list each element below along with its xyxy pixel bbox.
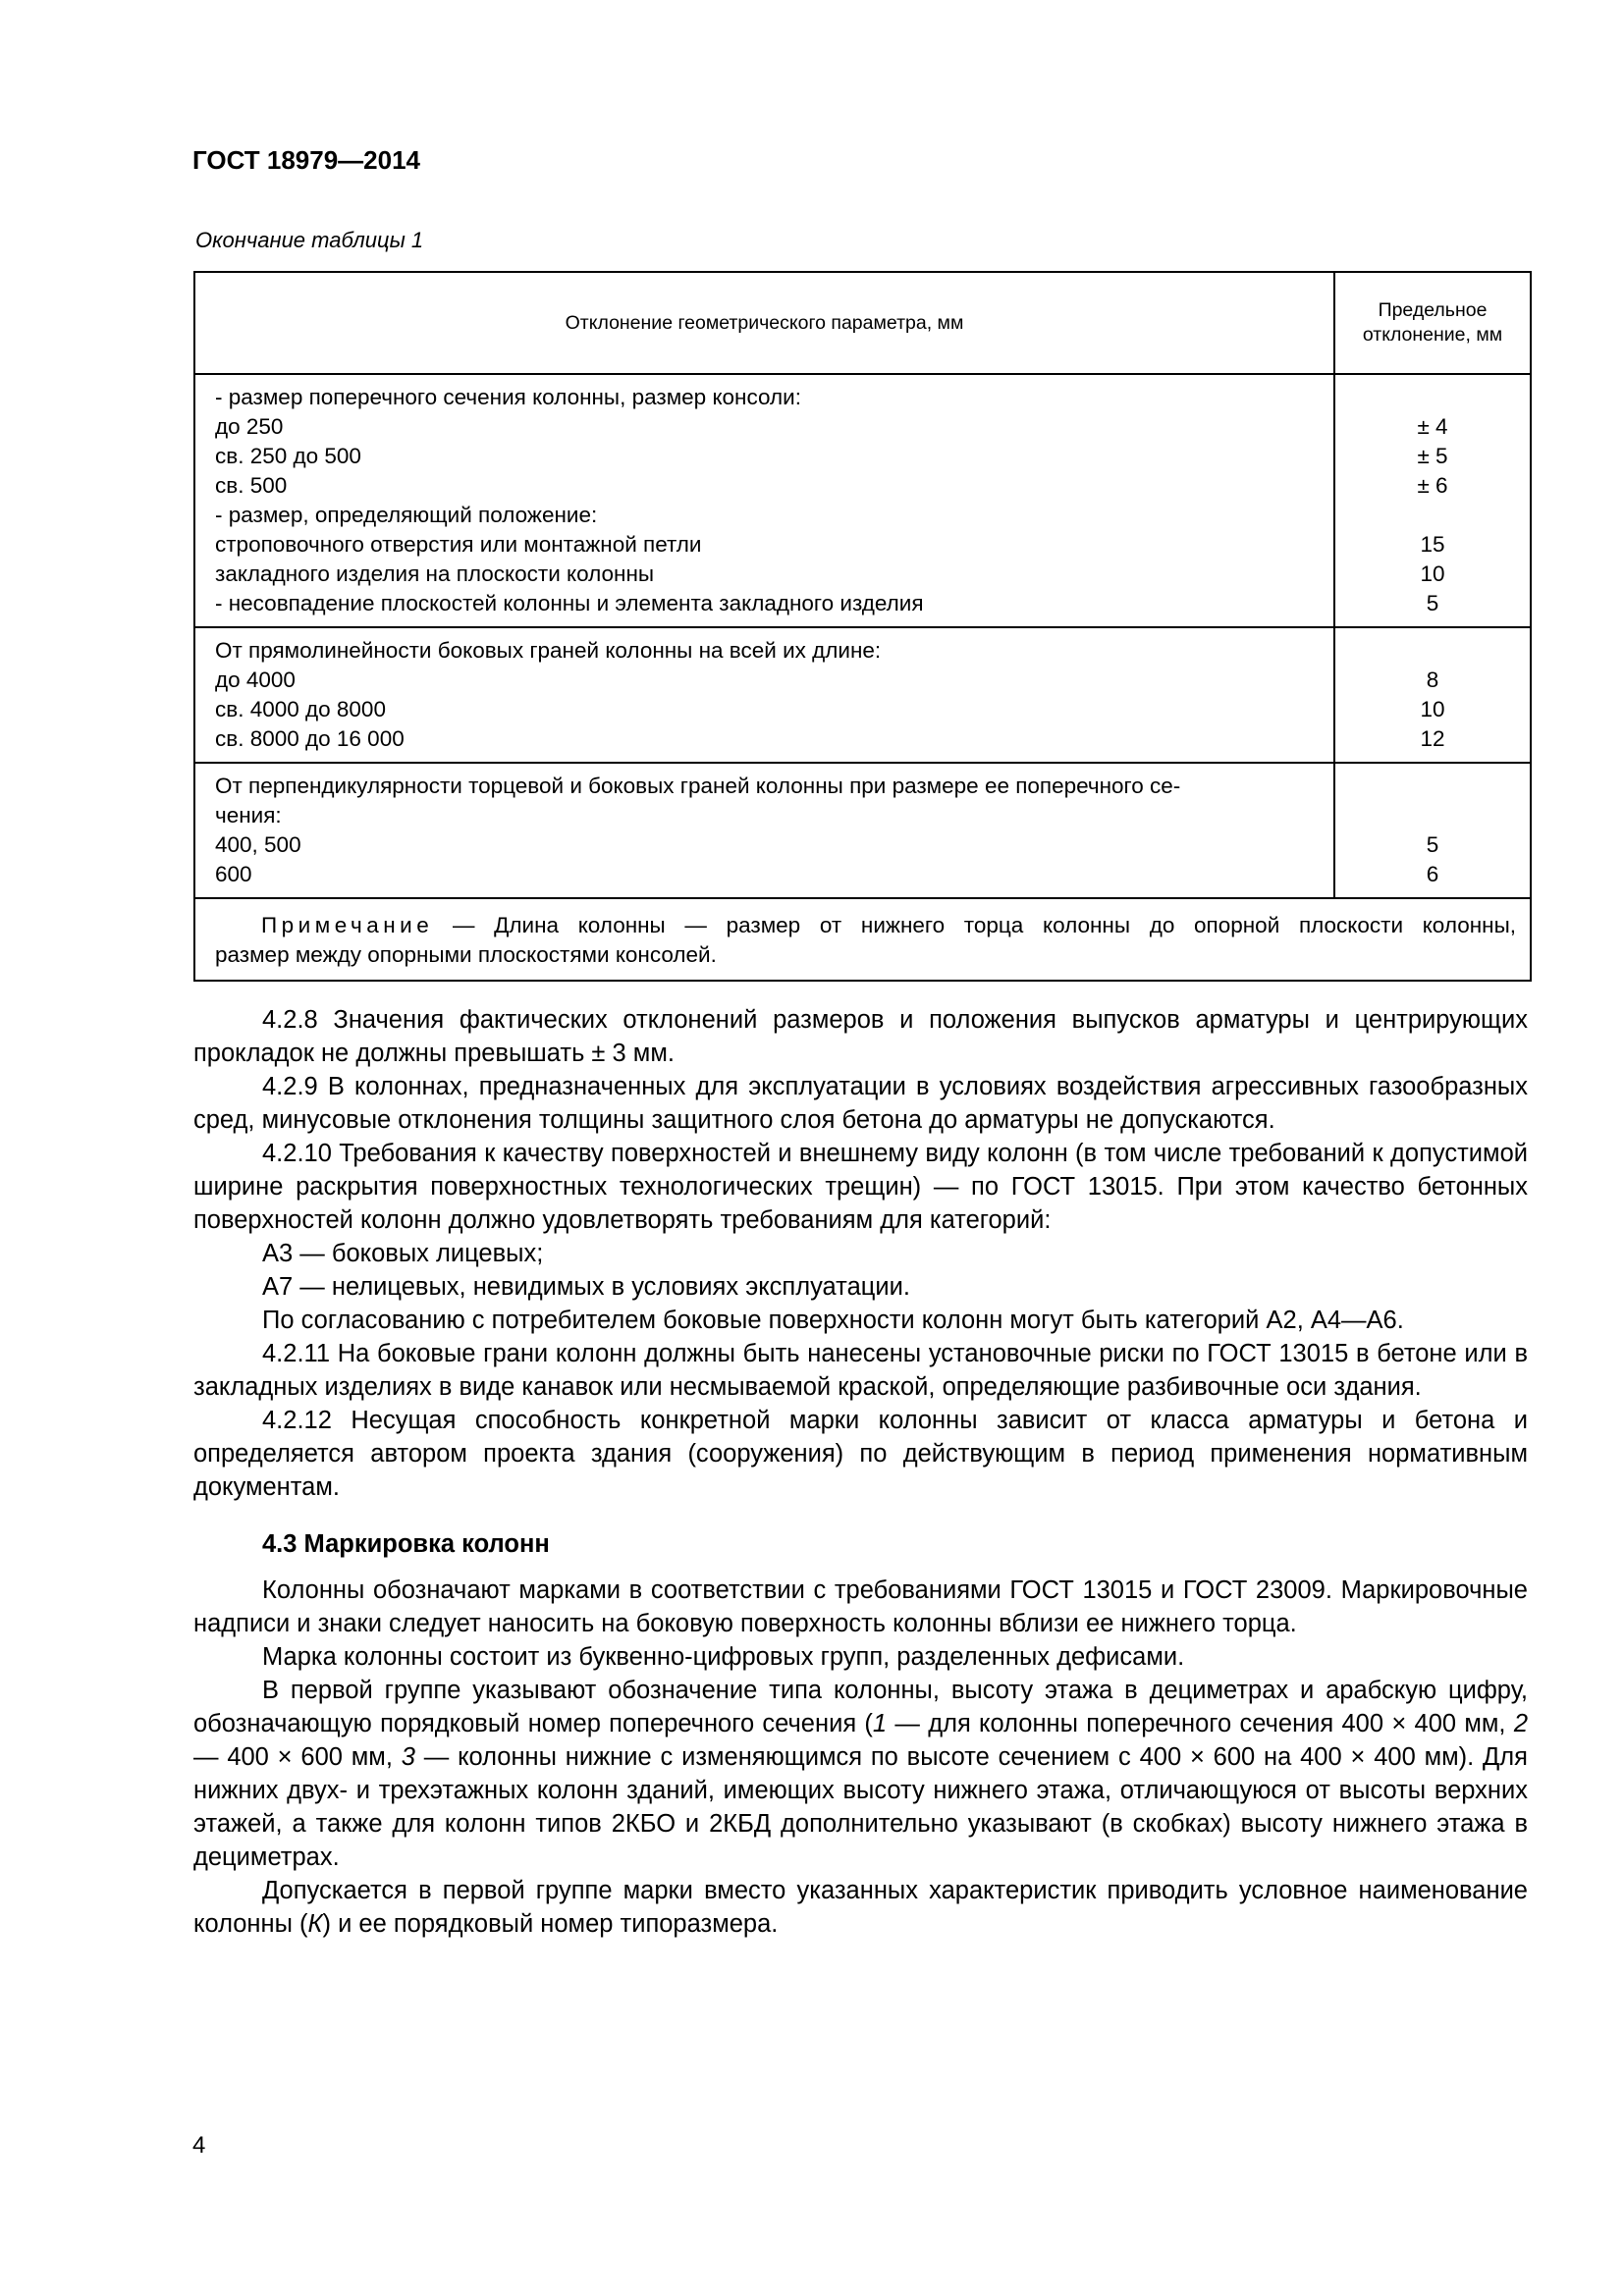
table-cell: до 4000 xyxy=(215,667,296,692)
paragraph: 4.2.8 Значения фактических отклонений размеров и положения выпусков арматуры и центрирующих прокладок не должны превышать ± 3 мм. xyxy=(193,1006,1528,1067)
table-value: 10 xyxy=(1420,561,1445,586)
header-parameter: Отклонение геометрического параметра, мм xyxy=(195,273,1335,373)
header-deviation: Предельное отклонение, мм xyxy=(1362,299,1503,346)
text-run: В первой группе указывают обозначение типа колонны, высоту этажа в дециметрах и арабскую цифру, обозначающую порядковый номер поперечного сечения ( xyxy=(193,1677,1528,1737)
text-run: Допускается в первой группе марки вместо указанных характеристик приводить условное наименование колонны ( xyxy=(193,1877,1528,1938)
document-body xyxy=(193,1003,1528,1941)
document-header: ГОСТ 18979—2014 xyxy=(192,145,420,175)
table-value: 8 xyxy=(1426,667,1439,692)
table-cell: до 250 xyxy=(215,414,284,439)
paragraph xyxy=(193,1674,1528,1874)
note-text-2: размер между опорными плоскостями консолей. xyxy=(215,942,717,967)
paragraph: По согласованию с потребителем боковые поверхности колонн могут быть категорий А2, А4—А6. xyxy=(262,1307,1404,1334)
paragraph: А3 — боковых лицевых; xyxy=(262,1240,544,1267)
text-run: — 400 × 600 мм, xyxy=(193,1743,402,1771)
table-value xyxy=(1345,501,1520,530)
note-label: Примечание xyxy=(261,913,434,937)
table-cell: - несовпадение плоскостей колонны и элемента закладного изделия xyxy=(215,591,924,615)
italic-letter: К xyxy=(307,1910,323,1938)
paragraph: Колонны обозначают марками в соответствии с требованиями ГОСТ 13015 и ГОСТ 23009. Маркировочные надписи и знаки следует наносить на боковую поверхность колонны вблизи ее нижнего торца. xyxy=(193,1576,1528,1637)
table-value: 5 xyxy=(1426,832,1439,857)
paragraph: 4.2.10 Требования к качеству поверхностей и внешнему виду колонн (в том числе требований к допустимой ширине раскрытия поверхностных технологических трещин) — по ГОСТ 13015. При этом качество бетонных поверхностей колонн должно удовлетворять требованиям для категорий: xyxy=(193,1140,1528,1234)
table-value xyxy=(1345,383,1520,412)
text-run: — для колонны поперечного сечения 400 × 400 мм, xyxy=(887,1710,1514,1737)
table-cell: св. 4000 до 8000 xyxy=(215,697,386,721)
table-value: 10 xyxy=(1420,697,1445,721)
italic-number: 2 xyxy=(1513,1710,1528,1737)
page-number: 4 xyxy=(192,2132,206,2159)
table-value: 15 xyxy=(1420,532,1445,557)
text-run: ) и ее порядковый номер типоразмера. xyxy=(322,1910,779,1938)
table-cell: - размер поперечного сечения колонны, размер консоли: xyxy=(215,385,801,409)
table-cell: 400, 500 xyxy=(215,832,301,857)
table-value: ± 4 xyxy=(1417,414,1448,439)
table-cell: св. 500 xyxy=(215,473,288,498)
italic-number: 1 xyxy=(872,1710,888,1737)
table-value: ± 5 xyxy=(1417,444,1448,468)
table-cell: чения: xyxy=(215,803,282,828)
paragraph: А7 — нелицевых, невидимых в условиях эксплуатации. xyxy=(262,1273,910,1301)
table-value: 12 xyxy=(1420,726,1445,751)
table-cell: - размер, определяющий положение: xyxy=(215,503,598,527)
deviation-table xyxy=(193,271,1532,982)
paragraph: Марка колонны состоит из буквенно-цифровых групп, разделенных дефисами. xyxy=(262,1643,1185,1671)
table-cell: строповочного отверстия или монтажной петли xyxy=(215,532,702,557)
paragraph: 4.2.12 Несущая способность конкретной марки колонны зависит от класса арматуры и бетона и определяется автором проекта здания (сооружения) по действующим в период применения нормативным документам. xyxy=(193,1407,1528,1501)
paragraph: 4.2.11 На боковые грани колонн должны быть нанесены установочные риски по ГОСТ 13015 в бетоне или в закладных изделиях в виде канавок или несмываемой краской, определяющие разбивочные оси здания. xyxy=(193,1340,1528,1401)
italic-number: 3 xyxy=(401,1743,415,1771)
table-cell: От прямолинейности боковых граней колонны на всей их длине: xyxy=(215,638,882,663)
table-cell: закладного изделия на плоскости колонны xyxy=(215,561,655,586)
table-value: ± 6 xyxy=(1417,473,1448,498)
paragraph: 4.2.9 В колоннах, предназначенных для эксплуатации в условиях воздействия агрессивных газообразных сред, минусовые отклонения толщины защитного слоя бетона до арматуры не допускаются. xyxy=(193,1073,1528,1134)
table-cell: От перпендикулярности торцевой и боковых граней колонны при размере ее поперечного се- xyxy=(215,774,1181,798)
table-value: 6 xyxy=(1426,862,1439,886)
table-cell: св. 8000 до 16 000 xyxy=(215,726,405,751)
table-row xyxy=(195,375,1530,628)
table-caption: Окончание таблицы 1 xyxy=(195,228,424,252)
table-value: 5 xyxy=(1426,591,1439,615)
table-row xyxy=(195,764,1530,899)
text-run: — колонны нижние с изменяющимся по высоте сечением с 400 × 600 на 400 × 400 мм). Для нижних двух- и трехэтажных колонн зданий, имеющих высоту нижнего этажа, отличающуюся от высоты верхних этажей, а также для колонн типов 2КБО и 2КБД дополнительно указывают (в скобках) высоту нижнего этажа в дециметрах. xyxy=(193,1743,1528,1871)
table-row xyxy=(195,628,1530,764)
paragraph xyxy=(193,1874,1528,1941)
section-title: 4.3 Маркировка колонн xyxy=(262,1530,550,1558)
table-cell: св. 250 до 500 xyxy=(215,444,361,468)
table-note-row xyxy=(195,899,1530,980)
table-value xyxy=(1345,636,1520,666)
table-value xyxy=(1345,772,1520,801)
table-value xyxy=(1345,801,1520,830)
table-header-row xyxy=(195,273,1530,375)
table-cell: 600 xyxy=(215,862,252,886)
table-note xyxy=(195,899,1530,980)
note-text-1: — Длина колонны — размер от нижнего торца колонны до опорной плоскости колонны, xyxy=(452,913,1516,937)
